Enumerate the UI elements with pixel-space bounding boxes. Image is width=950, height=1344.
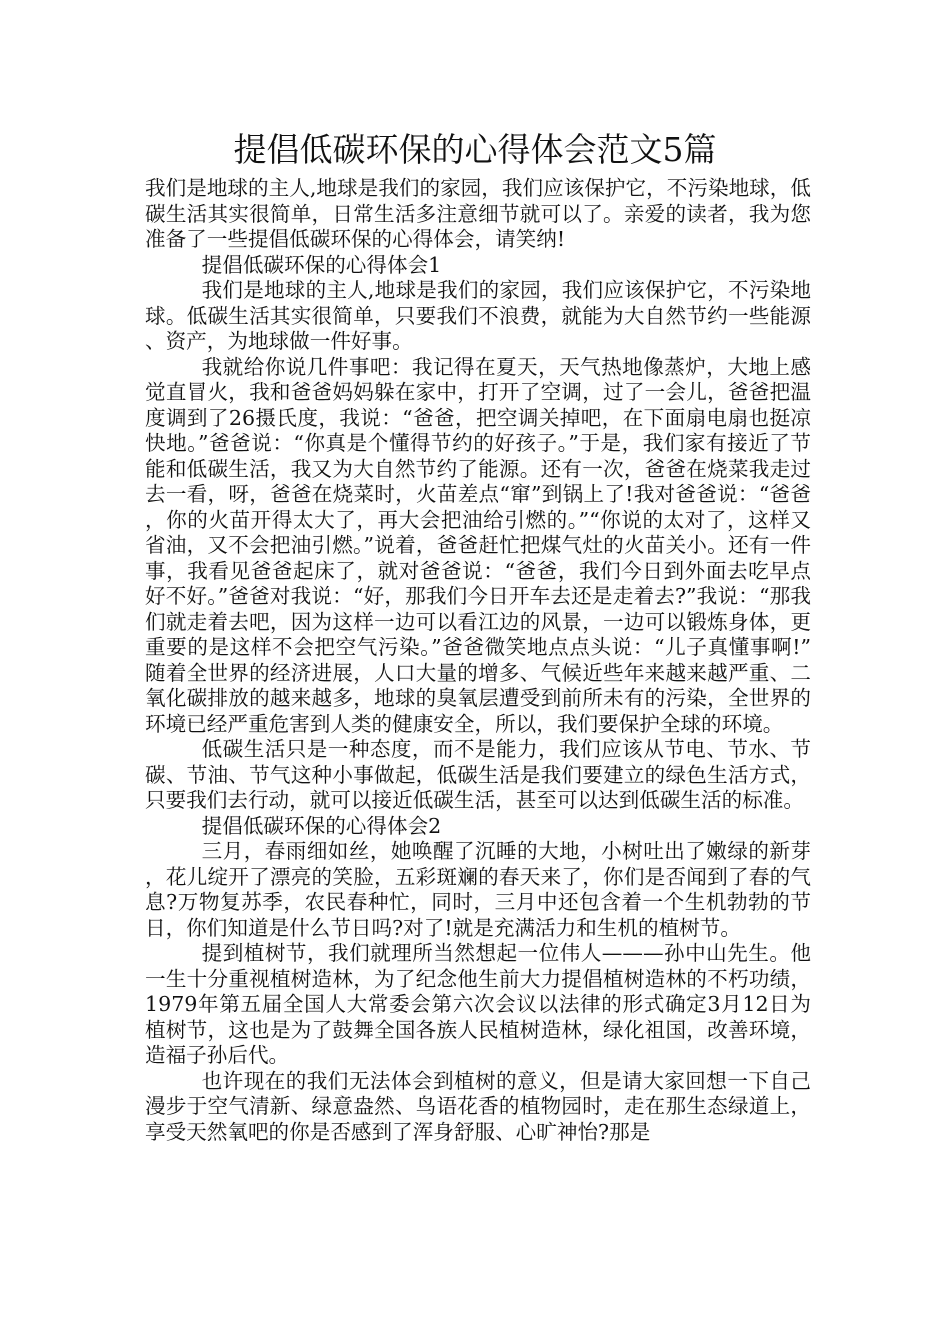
- paragraph: 也许现在的我们无法体会到植树的意义，但是请大家回想一下自己漫步于空气清新、绿意盎然、鸟语花香的植物园时，走在那生态绿道上，享受天然氧吧的你是否感到了浑身舒服、心旷神怡?那是: [145, 1068, 811, 1144]
- paragraph: 低碳生活只是一种态度，而不是能力，我们应该从节电、节水、节碳、节油、节气这种小事做起，低碳生活是我们要建立的绿色生活方式，只要我们去行动，就可以接近低碳生活，甚至可以达到低碳生活的标准。: [145, 737, 811, 812]
- paragraph: 三月，春雨细如丝，她唤醒了沉睡的大地，小树吐出了嫩绿的新芽，花儿绽开了漂亮的笑脸，五彩斑斓的春天来了，你们是否闻到了春的气息?万物复苏季，农民春种忙，同时，三月中还包含着一个生机勃勃的节日，你们知道是什么节日吗?对了!就是充满活力和生机的植树节。: [145, 839, 811, 940]
- paragraph: 我就给你说几件事吧：我记得在夏天，天气热地像蒸炉，大地上感觉直冒火，我和爸爸妈妈躲在家中，打开了空调，过了一会儿，爸爸把温度调到了26摄氏度，我说：“爸爸，把空调关掉吧，在下面扇电扇也挺凉快地。”爸爸说：“你真是个懂得节约的好孩子。”于是，我们家有接近了节能和低碳生活，我又为大自然节约了能源。还有一次，爸爸在烧菜我走过去一看，呀，爸爸在烧菜时，火苗差点“窜”到锅上了!我对爸爸说：“爸爸，你的火苗开得太大了，再大会把油给引燃的。”“你说的太对了，这样又省油，又不会把油引燃。”说着，爸爸赶忙把煤气灶的火苗关小。还有一件事，我看见爸爸起床了，就对爸爸说：“爸爸，我们今日到外面去吃早点好不好。”爸爸对我说：“好，那我们今日开车去还是走着去?”我说：“那我们就走着去吧，因为这样一边可以看江边的风景，一边可以锻炼身体，更重要的是这样不会把空气污染。”爸爸微笑地点点头说：“儿子真懂事啊!”随着全世界的经济进展，人口大量的增多、气候近些年来越来越严重、二氧化碳排放的越来越多，地球的臭氧层遭受到前所未有的污染，全世界的环境已经严重危害到人类的健康安全，所以，我们要保护全球的环境。: [145, 354, 811, 736]
- document-title: 提倡低碳环保的心得体会范文5篇: [233, 130, 717, 169]
- section-heading-1: 提倡低碳环保的心得体会1: [201, 252, 442, 277]
- document-body: [145, 176, 811, 1145]
- paragraph: 我们是地球的主人,地球是我们的家园，我们应该保护它，不污染地球。低碳生活其实很简单，只要我们不浪费，就能为大自然节约一些能源、资产，为地球做一件好事。: [145, 278, 811, 353]
- paragraph: 提到植树节，我们就理所当然想起一位伟人———孙中山先生。他一生十分重视植树造林，为了纪念他生前大力提倡植树造林的不朽功绩，1979年第五届全国人大常委会第六次会议以法律的形式确定3月12日为植树节，这也是为了鼓舞全国各族人民植树造林，绿化祖国，改善环境，造福子孙后代。: [145, 941, 811, 1067]
- intro-paragraph: 我们是地球的主人,地球是我们的家园，我们应该保护它，不污染地球，低碳生活其实很简单，日常生活多注意细节就可以了。亲爱的读者，我为您准备了一些提倡低碳环保的心得体会，请笑纳!: [145, 176, 811, 251]
- section-heading-2: 提倡低碳环保的心得体会2: [201, 813, 442, 838]
